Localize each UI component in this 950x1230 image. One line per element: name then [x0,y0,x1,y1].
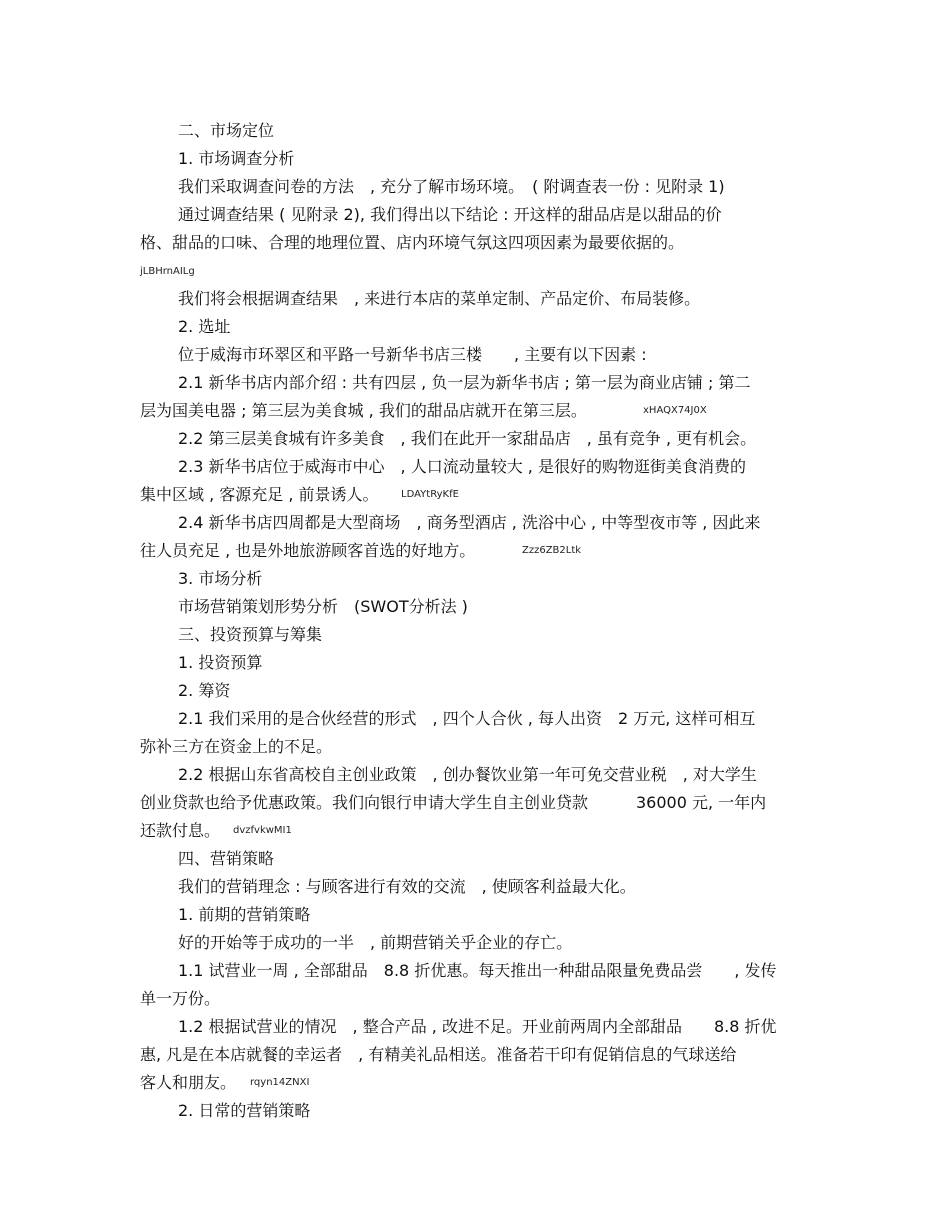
heading-marketing-strategy: 四、营销策略 [178,849,275,868]
paragraph-line: 层为国美电器 ; 第三层为美食城 , 我们的甜品店就开在第三层。 [140,401,587,420]
paragraph-line: 弥补三方在资金上的不足。 [140,737,333,756]
paragraph-line: 创业贷款也给予优惠政策。我们向银行申请大学生自主创业贷款 36000 元, 一年内 [140,793,767,812]
paragraph-line: 2.3 新华书店位于威海市中心 , 人口流动量较大 , 是很好的购物逛街美食消费的 [178,457,746,476]
watermark-code: rqyn14ZNXI [250,1077,310,1088]
subheading-budget: 1. 投资预算 [178,653,263,672]
subheading-site-selection: 2. 选址 [178,317,231,336]
paragraph-line: 1.1 试营业一周 , 全部甜品 8.8 折优惠。每天推出一种甜品限量免费品尝 , 发传 [178,961,777,980]
paragraph-line: 好的开始等于成功的一半 , 前期营销关乎企业的存亡。 [178,933,573,952]
paragraph-line: 2.4 新华书店四周都是大型商场 , 商务型酒店 , 洗浴中心 , 中等型夜市等 , 因此来 [178,513,761,532]
paragraph-line: 我们的营销理念 : 与顾客进行有效的交流 , 使顾客利益最大化。 [178,877,636,896]
paragraph-line: 2.1 我们采用的是合伙经营的形式 , 四个人合伙 , 每人出资 2 万元, 这样可相互 [178,709,756,728]
watermark-code: dvzfvkwMI1 [233,825,292,836]
paragraph-line: 还款付息。 [140,821,221,840]
subheading-daily-marketing: 2. 日常的营销策略 [178,1101,311,1120]
watermark-code: xHAQX74J0X [643,405,707,416]
paragraph-line: 位于威海市环翠区和平路一号新华书店三楼 , 主要有以下因素 : [178,345,647,364]
watermark-code: Zzz6ZB2Ltk [522,545,582,556]
paragraph-line: 集中区域 , 客源充足 , 前景诱人。 [140,485,379,504]
paragraph-line: 客人和朋友。 [140,1073,237,1092]
paragraph-line: 单一万份。 [140,989,221,1008]
heading-market-positioning: 二、市场定位 [178,121,275,140]
watermark-code: jLBHrnAILg [140,266,195,277]
paragraph-line: 2.2 第三层美食城有许多美食 , 我们在此开一家甜品店 , 虽有竞争 , 更有机会。 [178,429,757,448]
paragraph-line: 惠, 凡是在本店就餐的幸运者 , 有精美礼品相送。准备若干印有促销信息的气球送给 [140,1045,737,1064]
paragraph-line: 市场营销策划形势分析 (SWOT分析法 ) [178,597,468,616]
paragraph-line: 我们将会根据调查结果 , 来进行本店的菜单定制、产品定价、布局装修。 [178,289,701,308]
paragraph-line: 2.2 根据山东省高校自主创业政策 , 创办餐饮业第一年可免交营业税 , 对大学生 [178,765,757,784]
paragraph-line: 2.1 新华书店内部介绍 : 共有四层 , 负一层为新华书店 ; 第一层为商业店铺 ; 第二 [178,373,751,392]
subheading-financing: 2. 筹资 [178,681,231,700]
subheading-market-survey: 1. 市场调查分析 [178,149,295,168]
heading-investment: 三、投资预算与筹集 [178,625,323,644]
paragraph-line: 我们采取调查问卷的方法 , 充分了解市场环境。 ( 附调查表一份 : 见附录 1) [178,177,725,196]
watermark-code: LDAYtRyKfE [401,489,459,500]
paragraph-line: 往人员充足 , 也是外地旅游顾客首选的好地方。 [140,541,476,560]
paragraph-line: 1.2 根据试营业的情况 , 整合产品 , 改进不足。开业前两周内全部甜品 8.8 折优 [178,1017,777,1036]
subheading-early-marketing: 1. 前期的营销策略 [178,905,311,924]
paragraph-line: 通过调查结果 ( 见附录 2), 我们得出以下结论 : 开这样的甜品店是以甜品的价 [178,205,722,224]
paragraph-line: 格、甜品的口味、合理的地理位置、店内环境气氛这四项因素为最要依据的。 [140,233,685,252]
subheading-market-analysis: 3. 市场分析 [178,569,263,588]
